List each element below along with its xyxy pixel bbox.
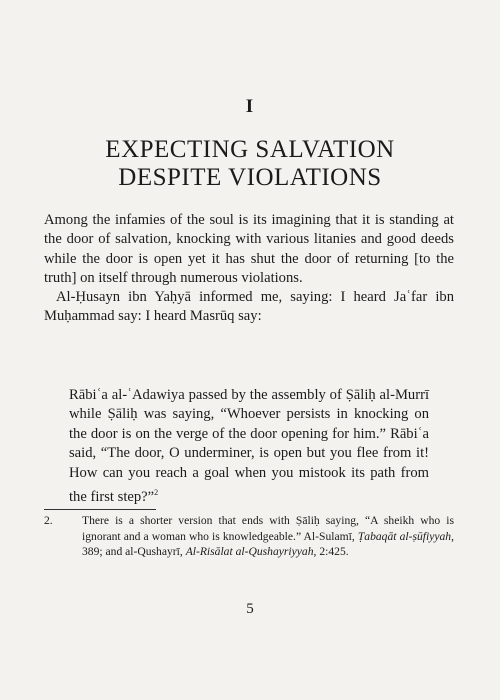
footnote-reference: 2 <box>154 488 159 498</box>
chapter-title-line-1: EXPECTING SALVATION <box>105 136 395 163</box>
paragraph-1: Among the infamies of the soul is its imagining that it is standing at the door of salvation, knocking with various litanies and good deeds while the door is open yet it has shut the door of returning [to the truth] on itself through numerous violations. <box>44 212 454 286</box>
footnote-text-main: There is a shorter version that ends with Ṣāliḥ saying, “A sheikh who is ignorant and a woman who is knowledgeable.” Al-Sulamī, <box>82 514 454 543</box>
chapter-number: I <box>245 96 255 117</box>
footnote <box>44 513 454 560</box>
footnote-text-mid: , 389; and al-Qushayrī, <box>82 529 454 559</box>
footnote-number: 2. <box>44 514 53 527</box>
block-quote-text: Rābiʿa al-ʿAdawiya passed by the assembly of Ṣāliḥ al-Murrī while Ṣāliḥ was saying, “Whoever persists in knocking on the door is on the verge of the door opening for him.” Rābiʿa said, “The door, O underminer, is open but you flee from it! How can you reach a goal when you mistook its path from the first step?” <box>69 387 429 505</box>
block-quote <box>69 386 429 507</box>
paragraph-2: Al-Ḥusayn ibn Yaḥyā informed me, saying: I heard Jaʿfar ibn Muḥammad say: I heard Masrūq say: <box>44 289 454 325</box>
footnote-title-2: Al-Risālat al-Qushayriyyah <box>185 545 314 559</box>
body-text <box>44 211 454 327</box>
chapter-title-line-2: DESPITE VIOLATIONS <box>118 164 382 191</box>
chapter-title <box>0 136 500 192</box>
footnote-divider <box>44 509 156 510</box>
footnote-text-end: , 2:425. <box>313 545 349 559</box>
footnote-text <box>82 513 454 560</box>
page-number: 5 <box>246 601 254 617</box>
footnote-title-1: Ṭabaqāt al-ṣūfiyyah <box>357 529 452 543</box>
